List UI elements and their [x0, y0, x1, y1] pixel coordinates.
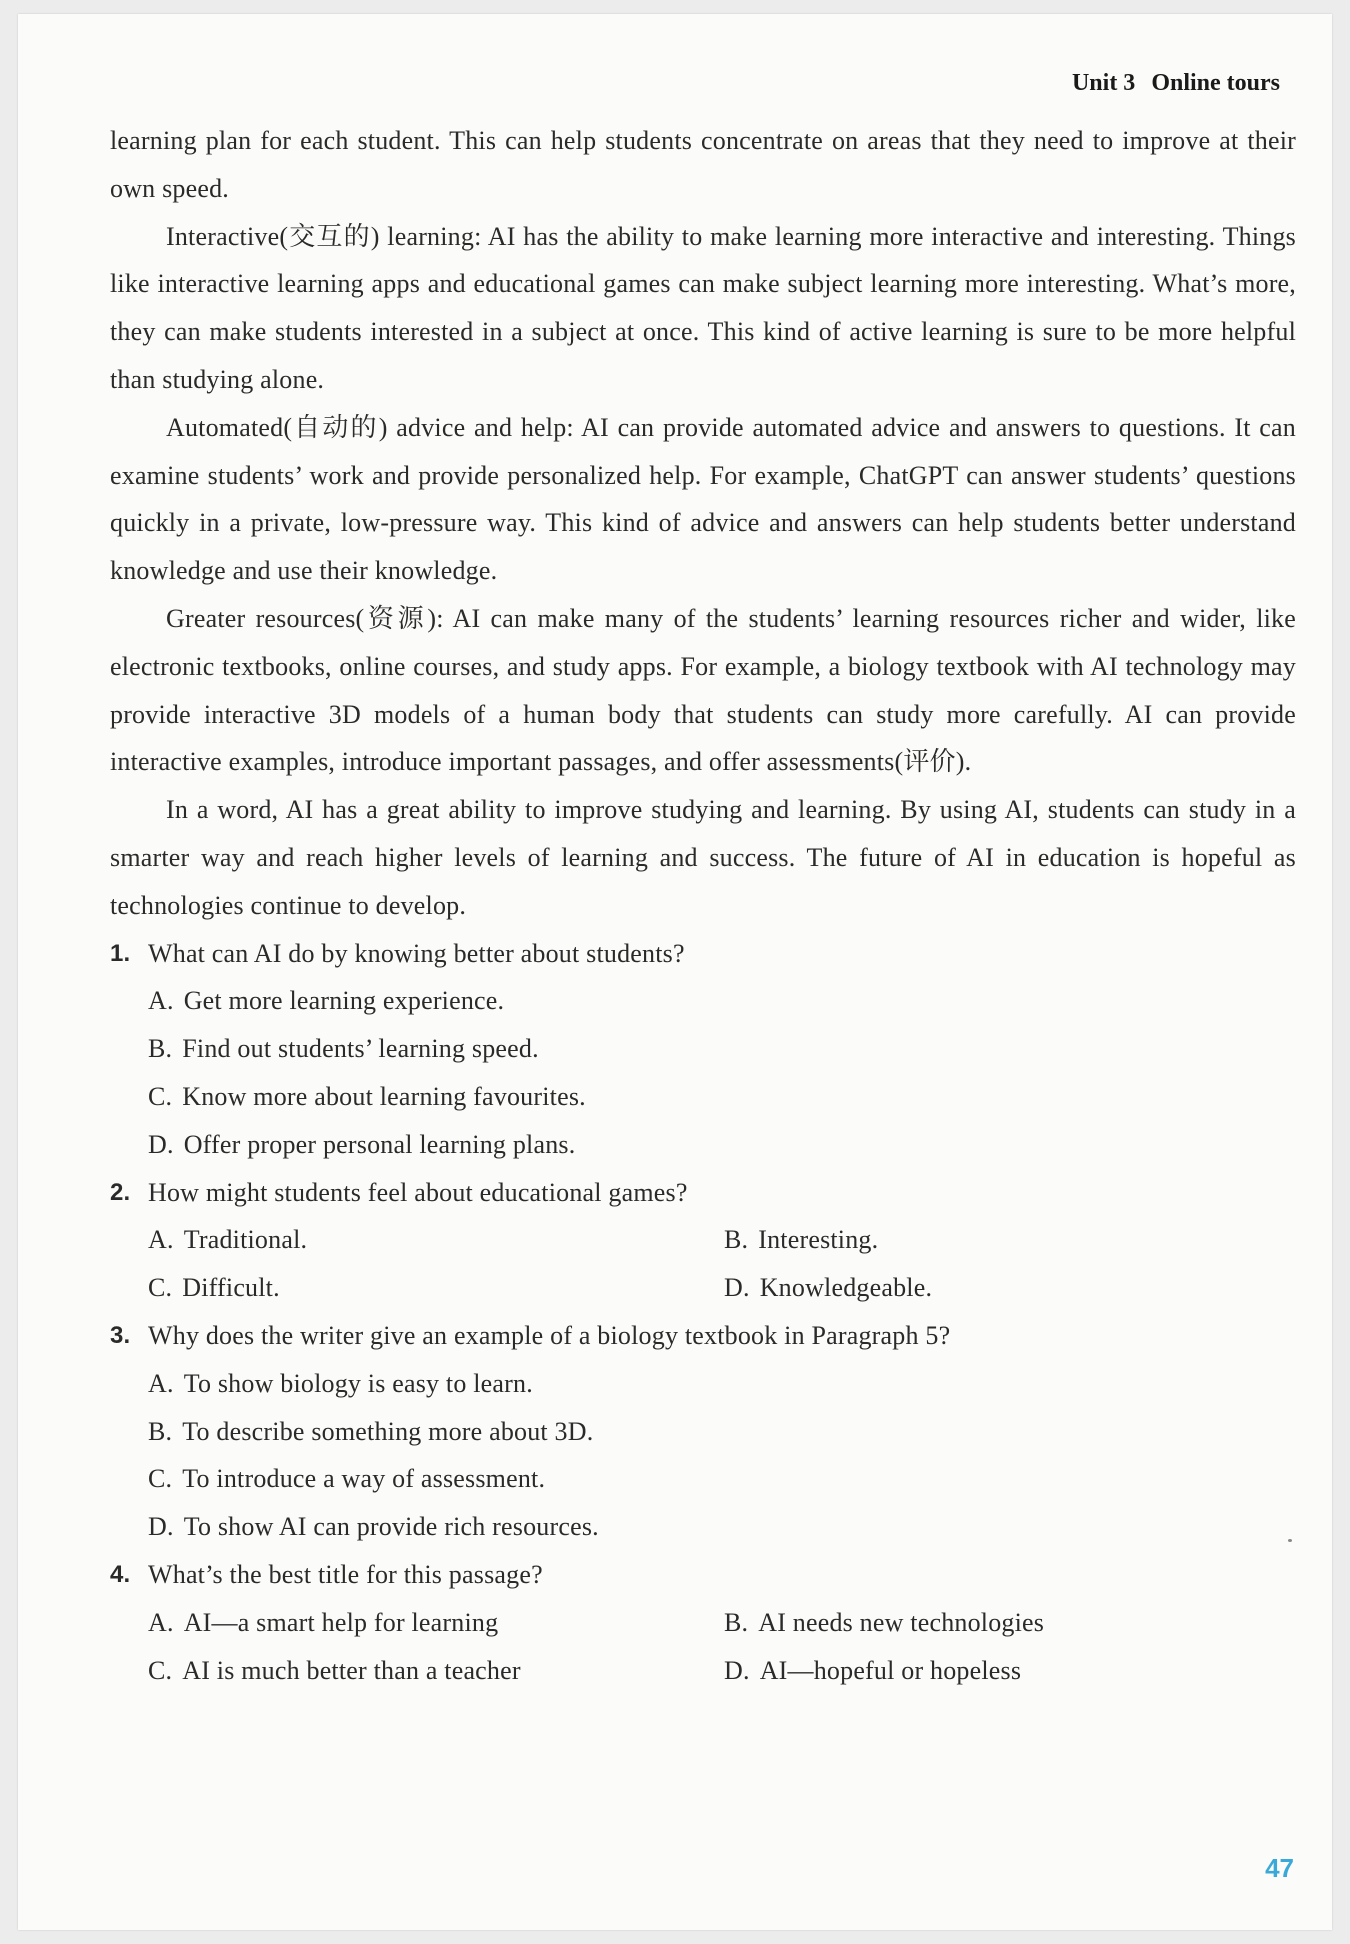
- question-text: What’s the best title for this passage?: [148, 1559, 543, 1589]
- option-letter: B.: [724, 1607, 749, 1637]
- option-text: Find out students’ learning speed.: [182, 1034, 539, 1064]
- option-letter: B.: [148, 1416, 173, 1446]
- option-text: Difficult.: [182, 1273, 280, 1303]
- question-number: 2.: [110, 1178, 131, 1206]
- question-text: How might students feel about educational games?: [148, 1177, 688, 1207]
- option-a[interactable]: [148, 1216, 724, 1264]
- question-number: 3.: [110, 1321, 131, 1349]
- option-b[interactable]: [148, 1025, 1296, 1073]
- option-text: Know more about learning favourites.: [182, 1081, 586, 1111]
- unit-label: Unit 3: [1071, 70, 1136, 96]
- option-c[interactable]: [148, 1073, 1296, 1121]
- option-text: To show AI can provide rich resources.: [183, 1512, 599, 1542]
- unit-title: Online tours: [1151, 70, 1280, 96]
- option-text: AI needs new technologies: [758, 1607, 1045, 1637]
- question-3-options: [110, 1360, 1296, 1551]
- option-letter: D.: [148, 1129, 174, 1159]
- question-text: Why does the writer give an example of a biology textbook in Paragraph 5?: [148, 1320, 951, 1350]
- option-letter: D.: [148, 1512, 174, 1542]
- option-text: Knowledgeable.: [759, 1273, 933, 1303]
- option-b[interactable]: [148, 1408, 1296, 1456]
- page-number: 47: [1265, 1853, 1294, 1883]
- option-text: Offer proper personal learning plans.: [183, 1129, 576, 1159]
- option-a[interactable]: [148, 1599, 724, 1647]
- option-text: Get more learning experience.: [183, 986, 505, 1016]
- option-c[interactable]: [148, 1455, 1296, 1503]
- option-text: To describe something more about 3D.: [182, 1416, 594, 1446]
- question-3: [110, 1312, 1296, 1360]
- option-text: AI—a smart help for learning: [183, 1607, 499, 1637]
- option-d[interactable]: [148, 1121, 1296, 1169]
- option-b[interactable]: [724, 1216, 1300, 1264]
- question-2: [110, 1169, 1296, 1217]
- option-text: To show biology is easy to learn.: [183, 1368, 533, 1398]
- option-d[interactable]: [724, 1647, 1300, 1695]
- option-letter: B.: [148, 1034, 173, 1064]
- question-4-options: [110, 1599, 1296, 1695]
- option-text: Interesting.: [758, 1225, 879, 1255]
- question-number: 1.: [110, 939, 131, 967]
- option-d[interactable]: [148, 1503, 1296, 1551]
- paragraph: learning plan for each student. This can help students concentrate on areas that they need to improve at their own speed.: [110, 126, 1296, 203]
- option-text: To introduce a way of assessment.: [182, 1464, 546, 1494]
- option-a[interactable]: [148, 1360, 1296, 1408]
- scan-speck: [1288, 1539, 1292, 1542]
- question-1: [110, 930, 1296, 978]
- paragraph: Greater resources(资源): AI can make many of the students’ learning resources richer and wider, like electronic textbooks, online courses, and study apps. For example, a biology textbook with AI technology may provide interactive 3D models of a human body that students can study more carefully. AI can provide interactive examples, introduce important passages, and offer assessments(评价).: [110, 603, 1296, 777]
- option-a[interactable]: [148, 977, 1296, 1025]
- option-letter: A.: [148, 1225, 174, 1255]
- question-number: 4.: [110, 1560, 131, 1588]
- option-c[interactable]: [148, 1264, 724, 1312]
- option-c[interactable]: [148, 1647, 724, 1695]
- option-letter: D.: [724, 1655, 750, 1685]
- question-text: What can AI do by knowing better about students?: [148, 938, 685, 968]
- option-letter: C.: [148, 1081, 173, 1111]
- question-4: [110, 1551, 1296, 1599]
- option-letter: A.: [148, 1607, 174, 1637]
- option-letter: C.: [148, 1273, 173, 1303]
- running-header: [1072, 70, 1280, 97]
- option-text: Traditional.: [183, 1225, 308, 1255]
- question-1-options: [110, 977, 1296, 1168]
- option-letter: A.: [148, 986, 174, 1016]
- option-text: AI—hopeful or hopeless: [759, 1655, 1022, 1685]
- paragraph: Automated(自动的) advice and help: AI can provide automated advice and answers to questions. It can examine students’ work and provide personalized help. For example, ChatGPT can answer students’ questions quickly in a private, low-pressure way. This kind of advice and answers can help students better understand knowledge and use their knowledge.: [110, 412, 1296, 586]
- option-b[interactable]: [724, 1599, 1300, 1647]
- option-letter: C.: [148, 1655, 173, 1685]
- option-d[interactable]: [724, 1264, 1300, 1312]
- paragraph: In a word, AI has a great ability to improve studying and learning. By using AI, students can study in a smarter way and reach higher levels of learning and success. The future of AI in education is hopeful as technologies continue to develop.: [110, 795, 1296, 920]
- question-2-options: [110, 1216, 1296, 1312]
- page-body: [110, 117, 1296, 1694]
- paragraph: Interactive(交互的) learning: AI has the ability to make learning more interactive and interesting. Things like interactive learning apps and educational games can make subject learning more interesting. What’s more, they can make students interested in a subject at once. This kind of active learning is sure to be more helpful than studying alone.: [110, 221, 1296, 394]
- option-text: AI is much better than a teacher: [182, 1655, 521, 1685]
- option-letter: C.: [148, 1464, 173, 1494]
- option-letter: B.: [724, 1225, 749, 1255]
- option-letter: D.: [724, 1273, 750, 1303]
- option-letter: A.: [148, 1368, 174, 1398]
- textbook-page: [18, 14, 1332, 1930]
